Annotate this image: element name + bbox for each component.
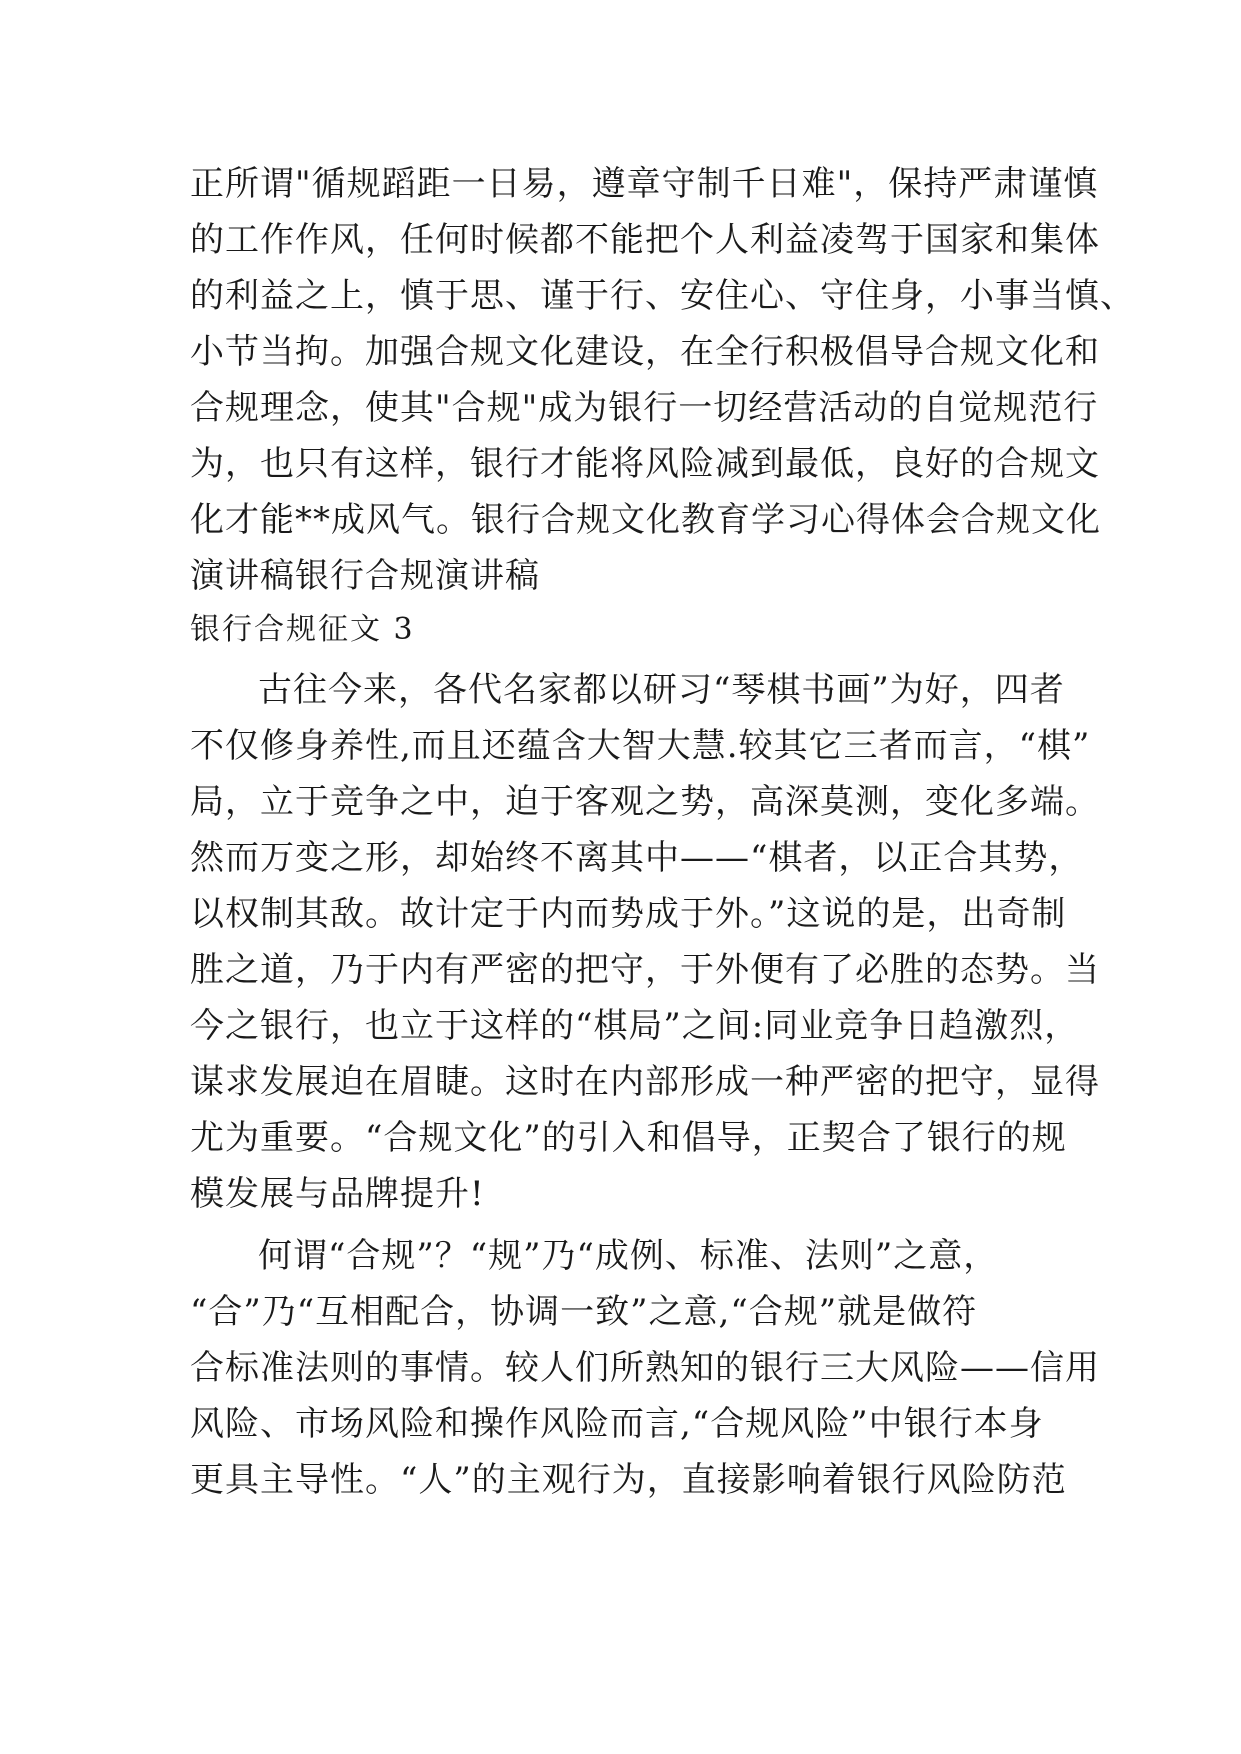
text-line: “合”乃“互相配合，协调一致”之意,“合规”就是做符	[190, 1292, 978, 1332]
paragraph-2	[190, 662, 1100, 1222]
text-line: 模发展与品牌提升!	[190, 1174, 485, 1214]
text-line: 更具主导性。“人”的主观行为，直接影响着银行风险防范	[190, 1460, 1067, 1500]
text-line: 合标准法则的事情。较人们所熟知的银行三大风险——信用	[190, 1348, 1100, 1388]
text-line: 的利益之上，慎于思、谨于行、安住心、守住身，小事当慎、	[190, 276, 1135, 316]
text-line: 合规理念，使其"合规"成为银行一切经营活动的自觉规范行	[190, 388, 1099, 428]
text-line: 化才能**成风气。银行合规文化教育学习心得体会合规文化	[190, 500, 1101, 540]
text-line: 局，立于竞争之中，迫于客观之势，高深莫测，变化多端。	[190, 782, 1100, 822]
text-line: 小节当拘。加强合规文化建设，在全行积极倡导合规文化和	[190, 332, 1100, 372]
paragraph-1	[190, 156, 1135, 604]
text-line: 今之银行，也立于这样的“棋局”之间:同业竞争日趋激烈，	[190, 1006, 1080, 1046]
text-line: 不仅修身养性,而且还蕴含大智大慧.较其它三者而言，“棋”	[190, 726, 1091, 766]
text-line: 谋求发展迫在眉睫。这时在内部形成一种严密的把守，显得	[190, 1062, 1100, 1102]
text-line: 的工作作风，任何时候都不能把个人利益凌驾于国家和集体	[190, 220, 1100, 260]
text-line: 为，也只有这样，银行才能将风险减到最低，良好的合规文	[190, 444, 1100, 484]
document-body	[190, 156, 1135, 1508]
text-line: 正所谓"循规蹈距一日易，遵章守制千日难"，保持严肃谨慎	[190, 164, 1099, 204]
paragraph-3	[190, 1228, 1100, 1508]
text-line: 古往今来，各代名家都以研习“琴棋书画”为好，四者	[258, 670, 1065, 710]
text-line: 风险、市场风险和操作风险而言,“合规风险”中银行本身	[190, 1404, 1044, 1444]
text-line: 尤为重要。“合规文化”的引入和倡导，正契合了银行的规	[190, 1118, 1067, 1158]
text-line: 何谓“合规”？“规”乃“成例、标准、法则”之意，	[258, 1236, 999, 1276]
section-heading: 银行合规征文 3	[190, 612, 415, 647]
text-line: 以权制其敌。故计定于内而势成于外。”这说的是，出奇制	[190, 894, 1067, 934]
text-line: 演讲稿银行合规演讲稿	[190, 556, 540, 596]
text-line: 胜之道，乃于内有严密的把守，于外便有了必胜的态势。当	[190, 950, 1100, 990]
text-line: 然而万变之形，却始终不离其中——“棋者，以正合其势，	[190, 838, 1084, 878]
